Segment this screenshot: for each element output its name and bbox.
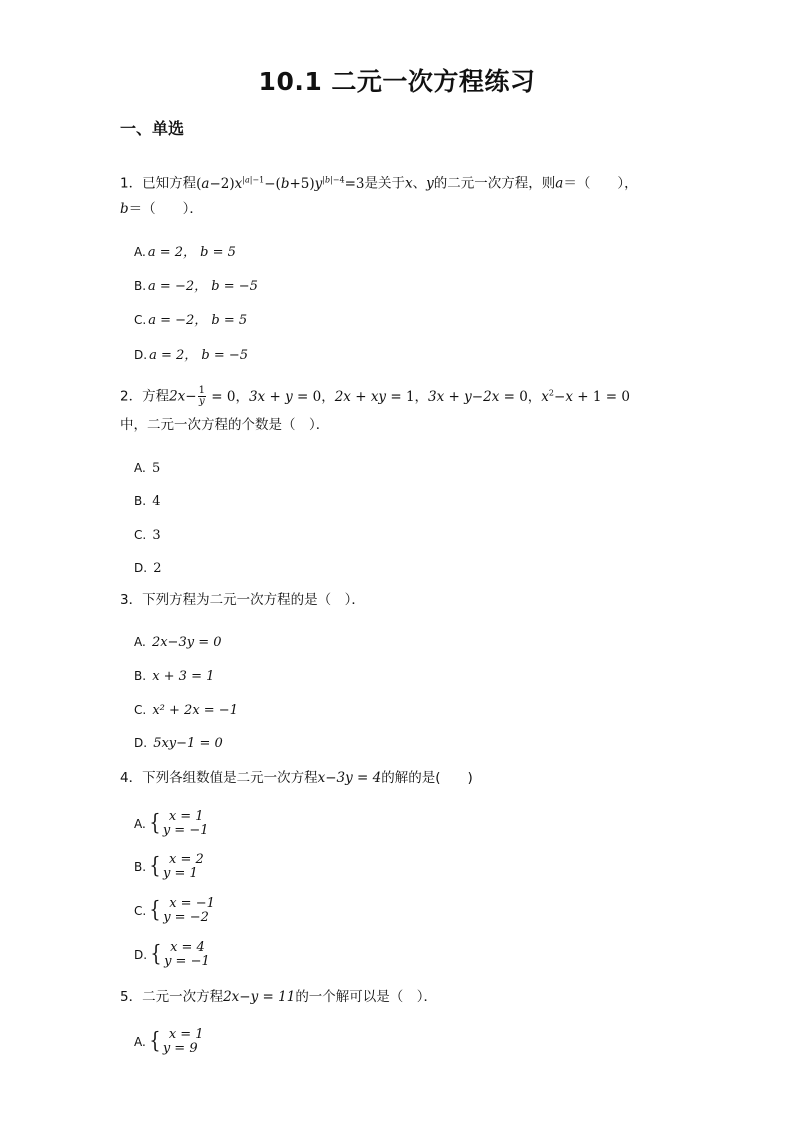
question-number: 1． <box>120 175 143 192</box>
question-2: 2．方程2x− $\frac{1}{y}$ = 0，3x + y = 0，2x + xy = 1，3x + y−2x = 0，$x^2-x + 1 = 0$ <box>120 385 630 407</box>
question-2-line-2: 中，二元一次方程的个数是（ ）． <box>120 417 330 433</box>
option-2c[interactable]: C. 3 <box>134 528 161 543</box>
option-2d[interactable]: D. 2 <box>134 561 162 576</box>
option-2a[interactable]: A. 5 <box>134 461 161 476</box>
option-1a[interactable]: A. a = 2， b = 5 <box>134 245 236 260</box>
option-5a[interactable]: A. { x = 1 y = 9 <box>134 1027 204 1056</box>
section-heading: 一、单选 <box>120 119 185 138</box>
question-number: 5． <box>120 989 143 1005</box>
option-4c[interactable]: C. { x = −1 y = −2 <box>134 896 215 925</box>
option-3a[interactable]: A. 2x−3y = 0 <box>134 635 222 650</box>
question-number: 3． <box>120 592 143 608</box>
option-4a[interactable]: A. { x = 1 y = −1 <box>134 809 209 838</box>
question-3: 3．下列方程为二元一次方程的是（ ）． <box>120 592 365 608</box>
option-1d[interactable]: D. a = 2， b = −5 <box>134 348 249 363</box>
question-1: 1．已知方程$(a-2)x^{|a|-1}-(b+5)y^{|b|-4}=3$是关于x、y的二元一次方程，则a＝（ ）， <box>120 175 638 192</box>
option-1b[interactable]: B. a = −2， b = −5 <box>134 279 258 294</box>
option-4b[interactable]: B. { x = 2 y = 1 <box>134 852 204 881</box>
left-brace: { <box>149 1029 161 1054</box>
option-2b[interactable]: B. 4 <box>134 494 161 509</box>
option-1c[interactable]: C. a = −2， b = 5 <box>134 313 248 328</box>
option-3d[interactable]: D. 5xy−1 = 0 <box>134 736 223 751</box>
fraction-1-over-y: $\frac{1}{y}$ <box>198 385 205 407</box>
left-brace: { <box>149 898 161 923</box>
question-1-line-2: b＝（ ）． <box>120 201 203 217</box>
option-3c[interactable]: C. x² + 2x = −1 <box>134 703 238 718</box>
question-number: 4． <box>120 770 143 786</box>
option-4d[interactable]: D. { x = 4 y = −1 <box>134 940 210 969</box>
option-3b[interactable]: B. x + 3 = 1 <box>134 669 215 684</box>
question-number: 2． <box>120 388 143 405</box>
left-brace: { <box>150 942 162 967</box>
page-title: 10.1 二元一次方程练习 <box>258 67 536 96</box>
question-5: 5．二元一次方程2x−y = 11的一个解可以是（ ）． <box>120 989 438 1005</box>
left-brace: { <box>149 811 161 836</box>
left-brace: { <box>149 854 161 879</box>
question-4: 4．下列各组数值是二元一次方程x−3y = 4的解的是( ) <box>120 770 473 786</box>
